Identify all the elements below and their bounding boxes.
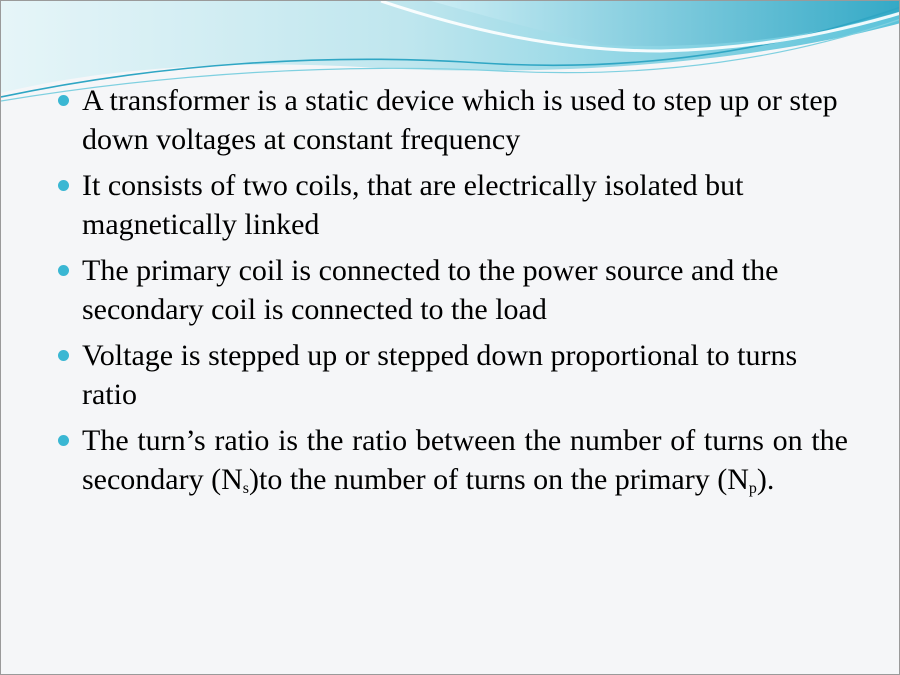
bullet-text-part2: )to the number of turns on the primary (N	[249, 463, 749, 496]
bullet-text: The primary coil is connected to the power source and the secondary coil is connected to the load	[82, 254, 779, 326]
bullet-item-5	[53, 421, 848, 504]
bullet-dot	[58, 180, 69, 191]
bullet-item-1	[53, 81, 848, 159]
bullet-dot	[58, 350, 69, 361]
bullet-text-part3: ).	[756, 463, 775, 496]
bullet-item-3	[53, 251, 848, 329]
bullet-text-part1: The turn’s ratio is the ratio between the number of turns on the secondary (N	[82, 424, 848, 496]
bullet-item-4	[53, 336, 848, 414]
bullet-text: It consists of two coils, that are electrically isolated but magnetically linked	[82, 169, 744, 241]
bullet-dot	[58, 435, 69, 446]
bullet-text: A transformer is a static device which is used to step up or step down voltages at constant frequency	[82, 84, 838, 156]
subscript-p: p	[748, 480, 757, 497]
bullet-list	[53, 81, 848, 511]
subscript-s: s	[242, 480, 250, 497]
bullet-item-2	[53, 166, 848, 244]
bullet-text: Voltage is stepped up or stepped down proportional to turns ratio	[82, 339, 798, 411]
bullet-dot	[58, 95, 69, 106]
bullet-dot	[58, 265, 69, 276]
